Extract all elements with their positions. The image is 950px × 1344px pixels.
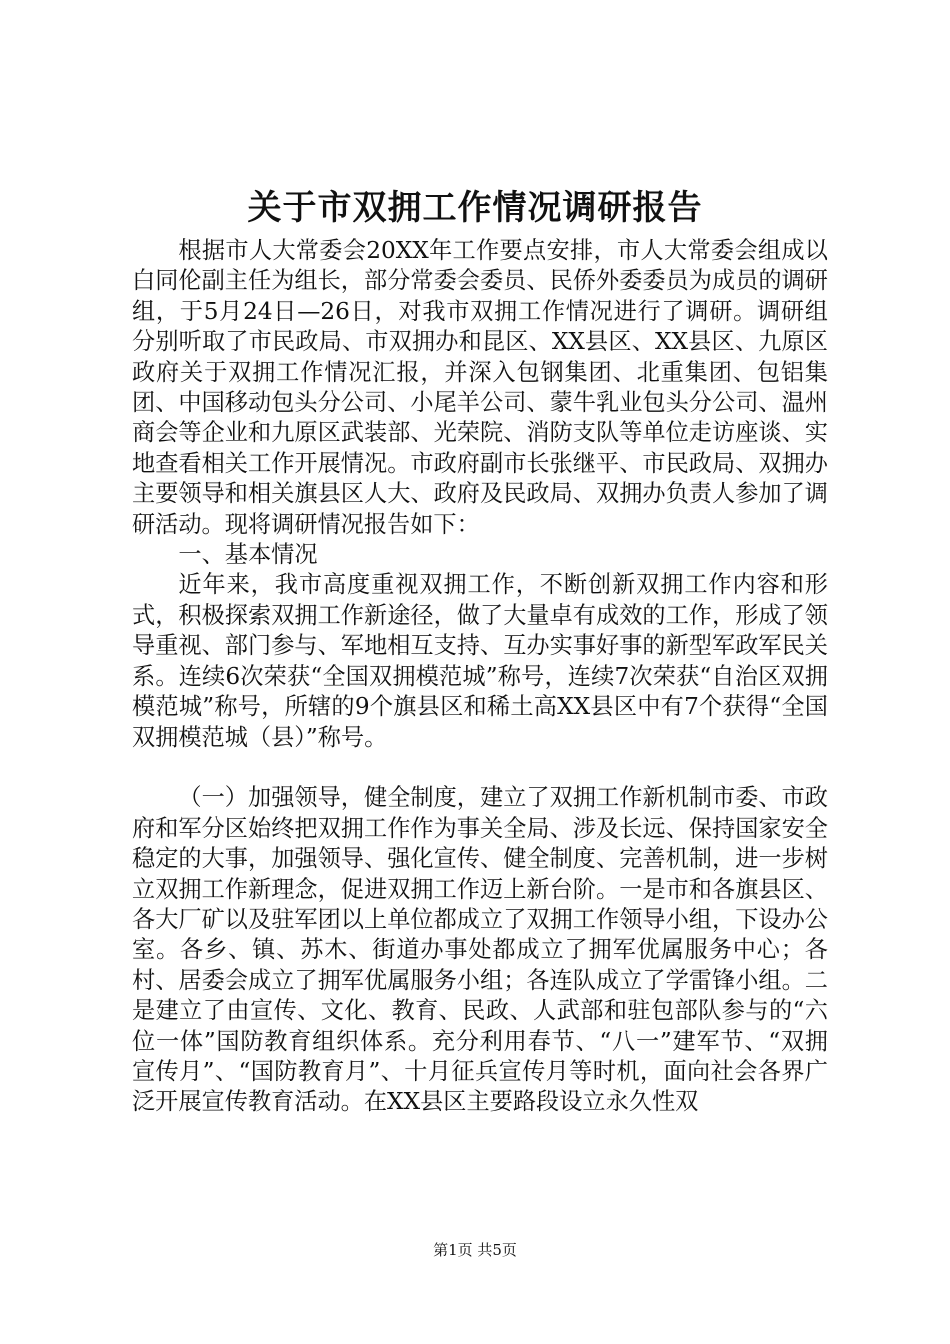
subsection-paragraph: （一）加强领导，健全制度，建立了双拥工作新机制市委、市政府和军分区始终把双拥工作作为事关全局、涉及长远、保持国家安全稳定的大事，加强领导、强化宣传、健全制度、完善机制，进一步树立双拥工作新理念，促进双拥工作迈上新台阶。一是市和各旗县区、各大厂矿以及驻军团以上单位都成立了双拥工作领导小组，下设办公室。各乡、镇、苏木、街道办事处都成立了拥军优属服务中心；各村、居委会成立了拥军优属服务小组；各连队成立了学雷锋小组。二是建立了由宣传、文化、教育、民政、人武部和驻包部队参与的“六位一体”国防教育组织体系。充分利用春节、“八一”建军节、“双拥宣传月”、“国防教育月”、十月征兵宣传月等时机，面向社会各界广泛开展宣传教育活动。在XX县区主要路段设立永久性双 xyxy=(132,784,828,1116)
overview-paragraph: 近年来，我市高度重视双拥工作，不断创新双拥工作内容和形式，积极探索双拥工作新途径，做了大量卓有成效的工作，形成了领导重视、部门参与、军地相互支持、互办实事好事的新型军政军民关系。连续6次荣获“全国双拥模范城”称号，连续7次荣获“自治区双拥模范城”称号，所辖的9个旗县区和稀土高XX县区中有7个获得“全国双拥模范城（县）”称号。 xyxy=(132,571,828,751)
document-body xyxy=(132,236,828,1118)
document-title: 关于市双拥工作情况调研报告 xyxy=(247,188,703,228)
intro-paragraph: 根据市人大常委会20XX年工作要点安排，市人大常委会组成以白同伦副主任为组长，部分常委会委员、民侨外委委员为成员的调研组，于5月24日—26日，对我市双拥工作情况进行了调研。调研组分别听取了市民政局、市双拥办和昆区、XX县区、XX县区、九原区政府关于双拥工作情况汇报，并深入包钢集团、北重集团、包铝集团、中国移动包头分公司、小尾羊公司、蒙牛乳业包头分公司、温州商会等企业和九原区武装部、光荣院、消防支队等单位走访座谈、实地查看相关工作开展情况。市政府副市长张继平、市民政局、双拥办主要领导和相关旗县区人大、政府及民政局、双拥办负责人参加了调研活动。现将调研情况报告如下： xyxy=(132,237,828,538)
page-number: 第1页 共5页 xyxy=(433,1241,517,1259)
section-heading: 一、基本情况 xyxy=(178,541,318,569)
blank-line xyxy=(132,753,828,783)
